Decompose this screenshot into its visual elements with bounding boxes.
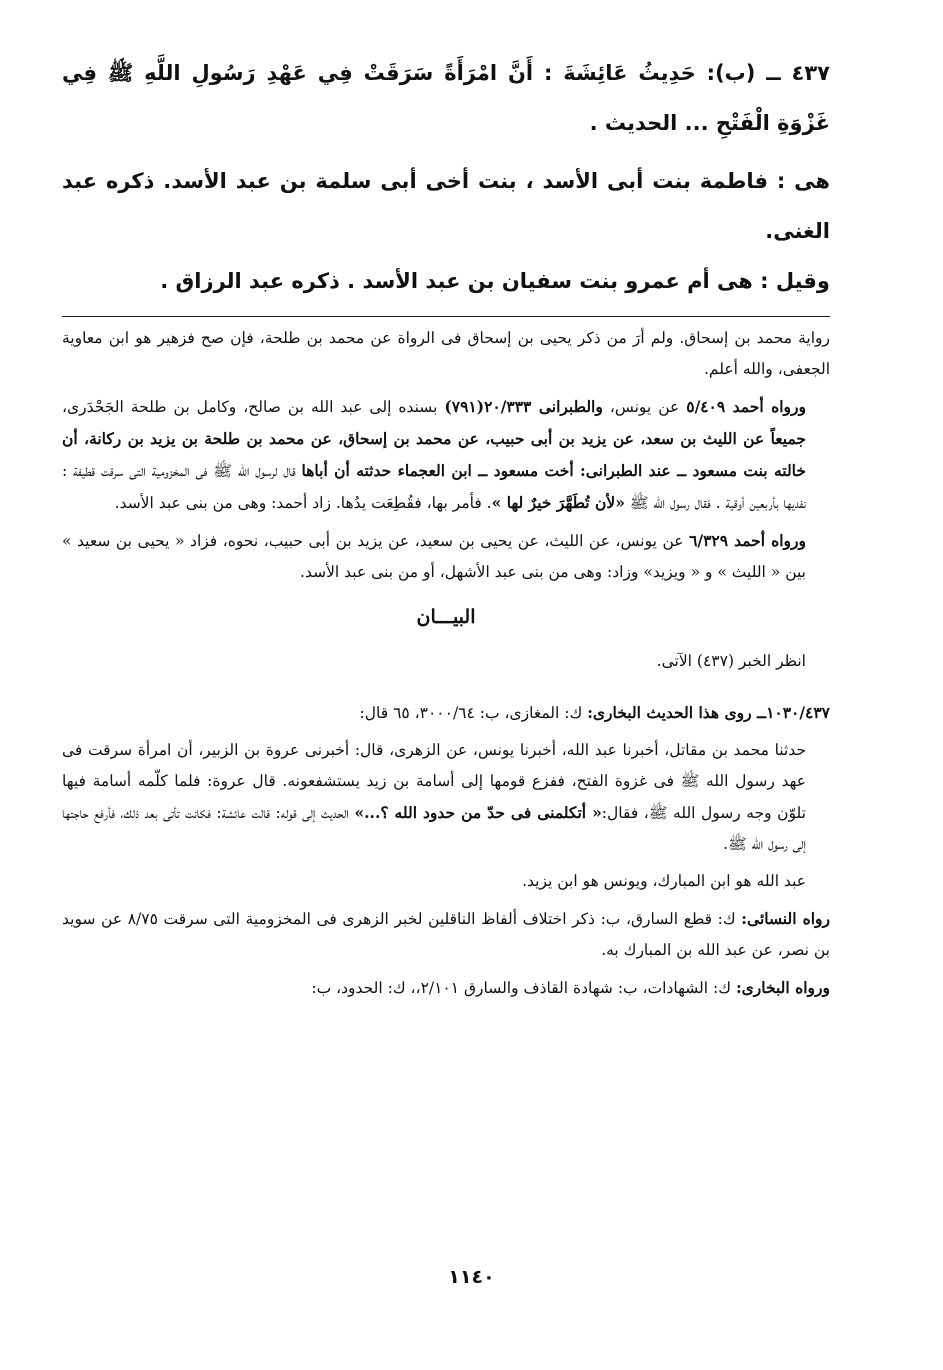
isnad-chain: جميعاً عن الليث بن سعد، عن يزيد بن أبى حبيب، عن محمد بن إسحاق، عن محمد بن طلحة بن يزيد بن ركانة، أن خالته بنت مسعود ــ عند الطبرانى: أخت مسعود ــ ابن العجماء حدثته أن أباها (62, 429, 806, 480)
source-nasai: رواه النسائى: (741, 909, 830, 928)
footnote-paragraph-2 (62, 391, 830, 519)
footnote-paragraph-3 (62, 525, 830, 588)
section-heading-bayan: البيـــان (416, 606, 476, 628)
page-body (62, 48, 830, 1010)
source-tabarani: والطبرانى ٢٠/٣٣٣(٧٩١) (444, 397, 603, 416)
source-ahmad: ورواه أحمد ٥/٤٠٩ (686, 397, 806, 416)
text-segment: عن يونس، عن الليث، عن يحيى بن سعيد، عن يزيد بن أبى حبيب، نحوه، فزاد « يحيى بن سعيد » بين « الليث » و « ويزيد» وزاد: وهى من بنى عبد الأشهل، أو من بنى عبد الأسد. (62, 532, 806, 581)
footnote-paragraph-7 (62, 903, 830, 966)
text-segment: عن يونس، (602, 398, 687, 416)
source-bukhari: ورواه البخارى: (735, 978, 830, 997)
prophetic-quote-2: « أتكلمنى فى حدّ من حدود الله ؟...» (354, 803, 602, 822)
hadith-heading: ٤٣٧ ــ (ب): حَدِيثُ عَائِشَةَ : أَنَّ امْرَأَةً سَرَقَتْ فِي عَهْدِ رَسُولِ اللَّهِ ﷺ فِي غَزْوَةِ الْفَتْحِ ... الحديث . (62, 61, 830, 135)
text-segment: حدثنا محمد بن مقاتل، أخبرنا عبد الله، أخبرنا يونس، عن الزهرى، قال: أخبرنى عروة بن الزبير، أن امرأة سرقت فى عهد رسول الله ﷺ فى غزوة الفتح، ففزع قومها إلى أسامة بن زيد يستشفعونه. قال عروة: فلما كلّمه أسامة فيها تلوّن وجه رسول الله ﷺ، فقال: (62, 741, 806, 822)
text-segment: قال لرسول الله ﷺ فى المخزومية التى سرقت قطيفة : نفديها بأربعين أوقية . فقال رسول الله ﷺ (62, 462, 806, 512)
footnote-paragraph-4 (62, 697, 830, 729)
prophetic-quote: «لأن تُطَهَّرَ خيرٌ لها » (491, 493, 625, 512)
page-number: ١١٤٠ (448, 1266, 495, 1288)
hadith-number-bukhari: ١٠٣٠/٤٣٧ــ روى هذا الحديث البخارى: (587, 703, 830, 722)
source-ahmad-2: ورواه أحمد ٦/٣٢٩ (689, 531, 806, 550)
footnote-paragraph-5 (62, 735, 830, 860)
footnote-divider (62, 316, 830, 317)
footnote-paragraph-1: رواية محمد بن إسحاق. ولم أرَ من ذكر يحيى بن إسحاق فى الرواة عن محمد بن طلحة، فإن صح فزهير هو ابن معاوية الجعفى، والله أعلم. (62, 329, 831, 378)
bayan-text: انظر الخبر (٤٣٧) الآتى. (656, 652, 806, 670)
answer-line-2: وقيل : هى أم عمرو بنت سفيان بن عبد الأسد . ذكره عبد الرزاق . (160, 269, 830, 293)
text-segment: ك: قطع السارق، ب: ذكر اختلاف ألفاظ الناقلين لخبر الزهرى فى المخزومية التى سرقت ٨/٧٥ عن سويد بن نصر، عن عبد الله بن المبارك به. (62, 910, 830, 959)
text-segment: الحديث إلى قوله: قالت عائشة: فكانت تأتى بعد ذلك، فأرفع حاجتها إلى رسول الله ﷺ. (62, 804, 806, 853)
text-segment: بسنده إلى عبد الله بن صالح، وكامل بن طلحة الجَحْدَرى، (62, 398, 445, 416)
text-segment: . فأمر بها، فقُطِعَت يدُها. زاد أحمد: وهى من بنى عبد الأسد. (114, 494, 492, 512)
footnote-paragraph-6: عبد الله هو ابن المبارك، ويونس هو ابن يزيد. (522, 872, 806, 890)
text-segment: ك: الشهادات، ب: شهادة القاذف والسارق ٢/١٠١،، ك: الحدود، ب: (311, 979, 736, 997)
text-segment: ك: المغازى، ب: ٣٠٠٠/٦٤، ٦٥ قال: (359, 704, 588, 722)
answer-line-1: هى : فاطمة بنت أبى الأسد ، بنت أخى أبى سلمة بن عبد الأسد. ذكره عبد الغنى. (62, 169, 830, 243)
footnote-paragraph-8 (62, 972, 830, 1004)
